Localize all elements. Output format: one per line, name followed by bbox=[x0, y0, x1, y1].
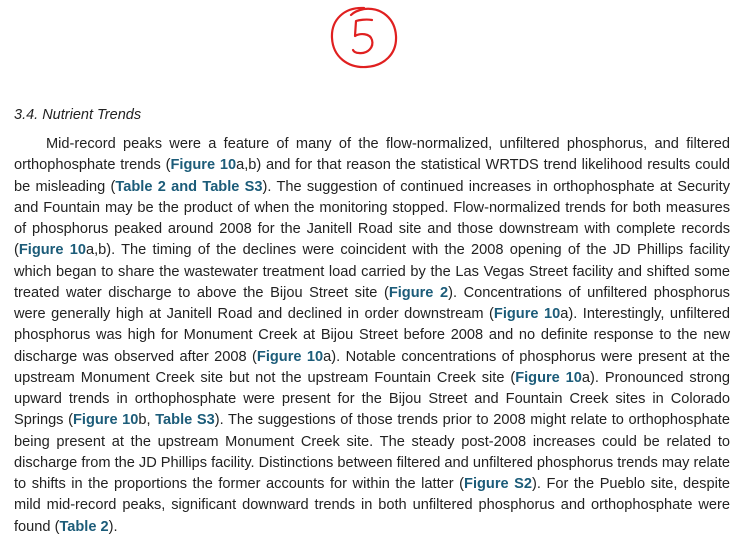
text-segment: ). The suggestions of those trends prior to 2008 might relate to orthophosphate being present at the upstream Monument Creek site. The steady post-2008 increases could be related to discharge from the JD Phillips facility. Distinctions between filtered and unfiltered phosphorus trends may relate to shifts in the proportions the former accounts for within the latter ( bbox=[14, 412, 730, 492]
figure-10-link[interactable]: Figure 10 bbox=[170, 157, 237, 174]
text-segment: a). Interestingly, unfiltered phosphorus was high for Monument Creek at Bijou Street before 2008 and no definite response to the new discharge was observed after 2008 ( bbox=[14, 306, 730, 365]
section-heading: 3.4. Nutrient Trends bbox=[14, 107, 142, 123]
text-segment: ). For the Pueblo site, despite mild mid-record peaks, significant downward trends in both unfiltered phosphorus and orthophosphate were found ( bbox=[14, 476, 731, 535]
figure-10-link[interactable]: Figure 10 bbox=[18, 242, 86, 259]
annotation-circle bbox=[332, 8, 396, 67]
handwritten-circled-5-annotation bbox=[326, 2, 402, 72]
figure-s2-link[interactable]: Figure S2 bbox=[464, 476, 533, 492]
figure-10-link[interactable]: Figure 10 bbox=[493, 306, 561, 322]
text-segment: ). bbox=[108, 518, 118, 535]
text-segment: ). The suggestion of continued increases in orthophosphate at Security and Fountain may be the product of when the monitoring stopped. Flow-normalized trends for both measures of phosphorus peaked around 2008 for the Janitell Road site and those downstream with complete records ( bbox=[14, 178, 731, 259]
text-segment: ). Concentrations of unfiltered phosphorus were generally high at Janitell Road and declined in order downstream ( bbox=[14, 284, 730, 322]
figure-2-link[interactable]: Figure 2 bbox=[388, 284, 449, 301]
text-segment: a,b) and for that reason the statistical WRTDS trend likelihood results could be misleading ( bbox=[14, 157, 730, 195]
text-segment: Mid-record peaks were a feature of many of the flow-normalized, unfiltered phosphorus, and filtered orthophosphate trends ( bbox=[14, 136, 730, 174]
table-s3-link[interactable]: Table S3 bbox=[202, 178, 263, 195]
figure-10-link[interactable]: Figure 10 bbox=[72, 412, 139, 429]
figure-10-link[interactable]: Figure 10 bbox=[515, 369, 582, 386]
text-segment: a). Notable concentrations of phosphorus were present at the upstream Monument Creek site but not the upstream Fountain Creek site ( bbox=[14, 348, 730, 386]
text-segment: and bbox=[165, 178, 203, 195]
body-paragraph bbox=[14, 134, 730, 538]
text-segment: a). Pronounced strong upward trends in orthophosphate were present for the Bijou Street and Fountain Creek sites in Colorado Springs ( bbox=[14, 369, 730, 429]
annotation-digit bbox=[353, 20, 372, 54]
table-2-link[interactable]: Table 2 bbox=[115, 178, 166, 195]
text-segment: b, bbox=[138, 412, 156, 429]
table-s3-link[interactable]: Table S3 bbox=[155, 412, 215, 429]
figure-10-link[interactable]: Figure 10 bbox=[256, 348, 324, 365]
text-segment: a,b). The timing of the declines were coincident with the 2008 opening of the JD Phillips facility which began to share the wastewater treatment load carried by the Las Vegas Street facility and shifted some treated water discharge to above the Bijou Street site ( bbox=[14, 242, 730, 301]
table-2-link[interactable]: Table 2 bbox=[59, 518, 109, 535]
